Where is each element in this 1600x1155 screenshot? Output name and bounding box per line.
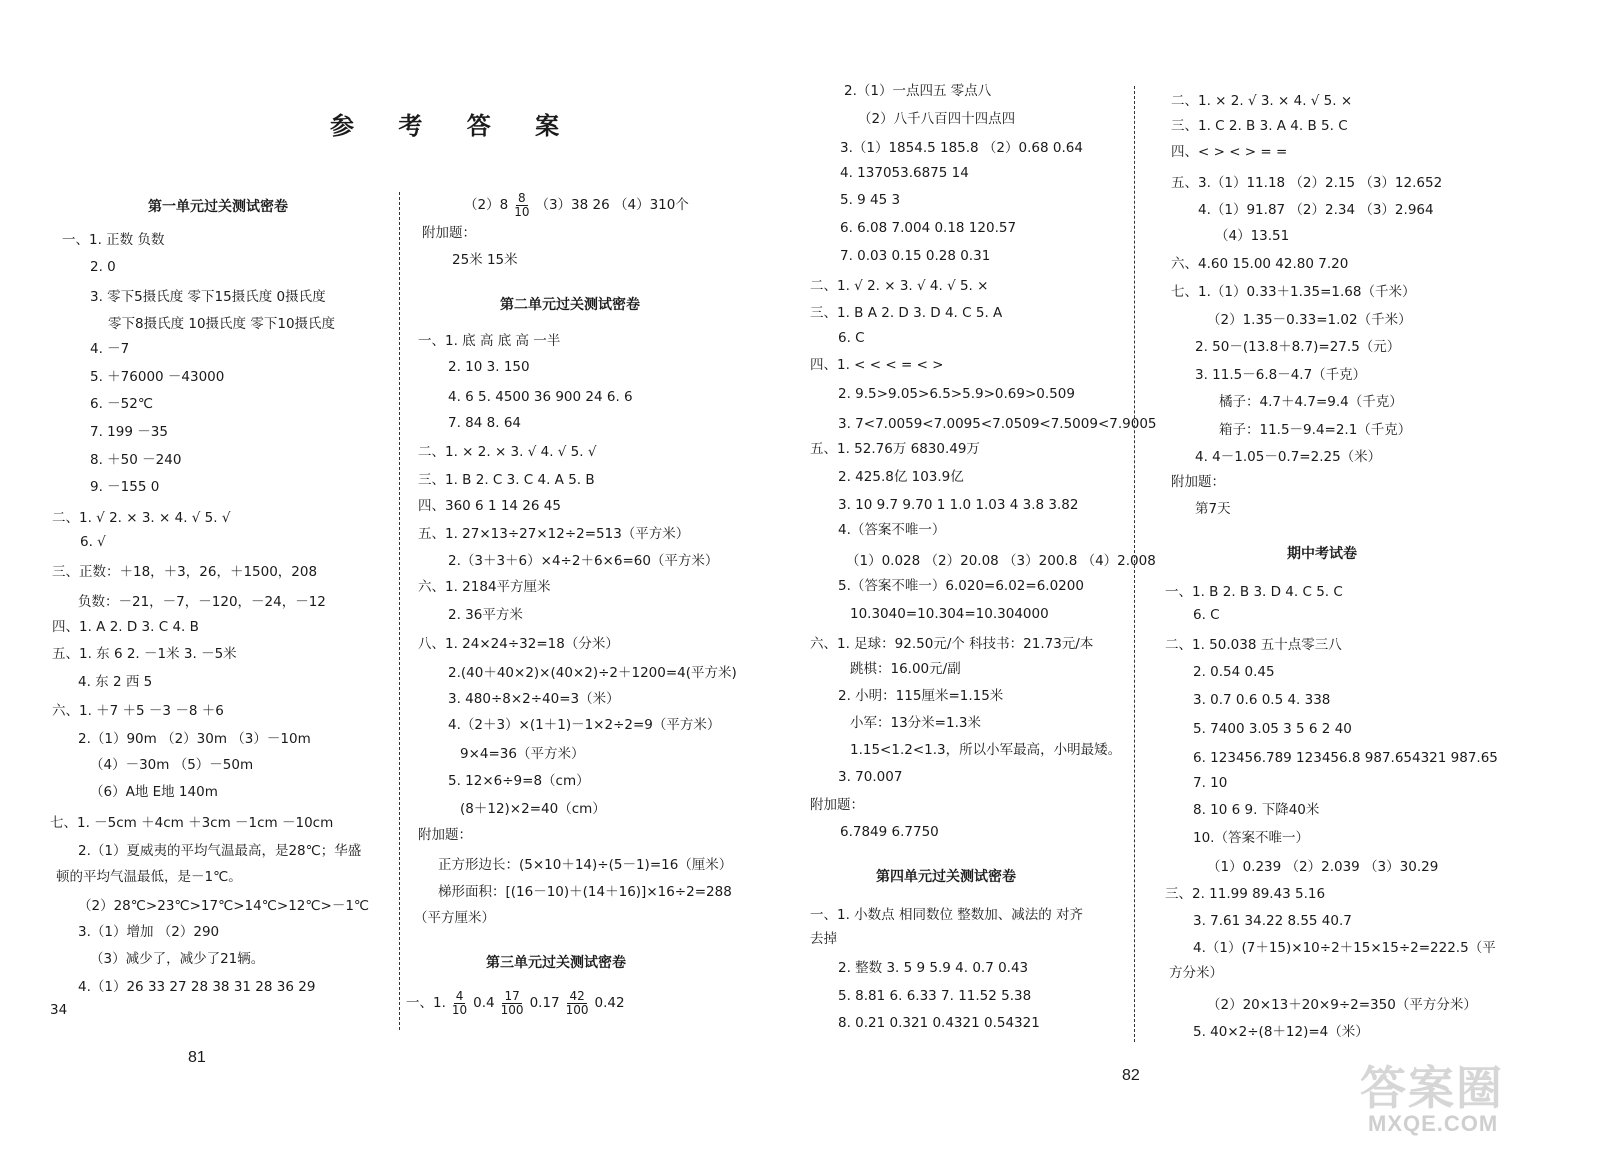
answer-line: 2. 50－(13.8＋8.7)=27.5（元） <box>1195 339 1401 355</box>
answer-line: 7. 84 8. 64 <box>448 415 521 431</box>
answer-line: 橘子：4.7＋4.7=9.4（千克） <box>1219 394 1403 410</box>
answer-line: 六、1. 足球：92.50元/个 科技书：21.73元/本 <box>810 636 1094 652</box>
answer-line: 2.（1）一点四五 零点八 <box>844 83 992 99</box>
answer-line: 9×4=36（平方米） <box>460 746 585 762</box>
answer-line: 3. 0.7 0.6 0.5 4. 338 <box>1193 692 1331 708</box>
answer-line: 四、1. < < < = < > <box>810 357 944 373</box>
answer-line: 3. 480÷8×2÷40=3（米） <box>448 691 620 707</box>
answer-line: 去掉 <box>810 931 837 947</box>
answer-text: （2）8 <box>464 196 509 213</box>
answer-line: 2. 9.5>9.05>6.5>5.9>0.69>0.509 <box>838 386 1075 402</box>
answer-line: 附加题： <box>422 225 476 241</box>
answer-line: 2. 0.54 0.45 <box>1193 664 1275 680</box>
fraction-denominator: 10 <box>514 205 530 220</box>
answer-line: 4.（2＋3）×(1＋1)－1×2÷2=9（平方米） <box>448 717 721 733</box>
answer-line: （6）A地 E地 140m <box>90 784 218 800</box>
answer-line: 2. 整数 3. 5 9 5.9 4. 0.7 0.43 <box>838 960 1029 976</box>
section-title: 第一单元过关测试密卷 <box>148 199 288 215</box>
fraction-answer-line <box>406 990 625 1017</box>
answer-line: 3. 70.007 <box>838 769 903 785</box>
column-divider <box>1134 86 1135 1042</box>
answer-line: 跳棋：16.00元/副 <box>850 661 961 677</box>
answer-line: 六、1. 2184平方厘米 <box>418 579 551 595</box>
answer-line: 五、1. 52.76万 6830.49万 <box>810 441 980 457</box>
fraction-answer-line <box>464 192 689 219</box>
answer-line: 四、< > < > = = <box>1171 144 1288 160</box>
answer-line: 3. 7.61 34.22 8.55 40.7 <box>1193 913 1352 929</box>
answer-line: 三、2. 11.99 89.43 5.16 <box>1165 886 1326 902</box>
answer-line: 3. 零下5摄氏度 零下15摄氏度 0摄氏度 <box>90 289 326 305</box>
answer-line: 正方形边长：(5×10＋14)÷(5－1)=16（厘米） <box>438 857 733 873</box>
answer-line: 六、1. ＋7 ＋5 －3 －8 ＋6 <box>52 703 224 719</box>
answer-line: 三、正数：＋18，＋3，26，＋1500，208 <box>52 564 318 580</box>
answer-line: 零下8摄氏度 10摄氏度 零下10摄氏度 <box>108 316 336 332</box>
answer-line: 2. 425.8亿 103.9亿 <box>838 469 964 485</box>
answer-line: 4.（1）26 33 27 28 38 31 28 36 29 <box>78 979 316 995</box>
answer-line: 2.(40＋40×2)×(40×2)÷2＋1200=4(平方米) <box>448 665 737 681</box>
answer-line: 第7天 <box>1195 501 1231 517</box>
answer-line: 5.（答案不唯一）6.020=6.02=6.0200 <box>838 578 1084 594</box>
answer-line: 三、1. B A 2. D 3. D 4. C 5. A <box>810 305 1003 321</box>
answer-line: 4. 东 2 西 5 <box>78 674 153 690</box>
fraction-denominator: 10 <box>451 1003 468 1018</box>
answer-line: 10.3040=10.304=10.304000 <box>850 606 1049 622</box>
answer-line: 一、1. B 2. B 3. D 4. C 5. C <box>1165 584 1343 600</box>
answer-line: 五、3.（1）11.18 （2）2.15 （3）12.652 <box>1171 175 1443 191</box>
answer-line: 3.（1）增加 （2）290 <box>78 924 220 940</box>
answer-line: 4. 4－1.05－0.7=2.25（米） <box>1195 449 1382 465</box>
answer-line: （4）13.51 <box>1215 228 1290 244</box>
answer-line: （3）减少了，减少了21辆。 <box>90 951 265 967</box>
answer-line: 6. －52℃ <box>90 396 154 412</box>
answer-line: 2. 0 <box>90 259 116 275</box>
answer-line: 6. C <box>1193 607 1220 623</box>
answer-line: 2. 小明：115厘米=1.15米 <box>838 688 1004 704</box>
answer-line: 五、1. 东 6 2. －1米 3. －5米 <box>52 646 237 662</box>
answer-line: 5. 9 45 3 <box>840 192 901 208</box>
answer-line: 6. 6.08 7.004 0.18 120.57 <box>840 220 1017 236</box>
fraction <box>566 990 589 1017</box>
answer-line: 一、1. 底 高 底 高 一半 <box>418 333 561 349</box>
answer-line: 七、1.（1）0.33＋1.35=1.68（千米） <box>1171 284 1416 300</box>
answer-line: （2）28℃>23℃>17℃>14℃>12℃>－1℃ <box>78 898 370 914</box>
answer-line: 2. 10 3. 150 <box>448 359 530 375</box>
answer-line: 3. 7<7.0059<7.0095<7.0509<7.5009<7.9005 <box>838 416 1157 432</box>
answer-line: 5. ＋76000 －43000 <box>90 369 225 385</box>
answer-line: 附加题： <box>810 797 864 813</box>
answer-line: 5. 40×2÷(8＋12)=4（米） <box>1193 1024 1369 1040</box>
answer-line: 三、1. B 2. C 3. C 4. A 5. B <box>418 472 595 488</box>
answer-line: （2）八千八百四十四点四 <box>858 111 1016 127</box>
answer-line: 方分米） <box>1169 965 1223 981</box>
fraction-denominator: 100 <box>565 1003 589 1018</box>
page-number-right: 82 <box>1122 1067 1140 1084</box>
watermark-url: MXQE.COM <box>1368 1111 1499 1136</box>
answer-line: （1）0.028 （2）20.08 （3）200.8 （4）2.008 <box>846 553 1156 569</box>
answer-line: 六、4.60 15.00 42.80 7.20 <box>1171 256 1349 272</box>
answer-line: 2.（1）90m （2）30m （3）－10m <box>78 731 311 747</box>
answer-line: 6. 123456.789 123456.8 987.654321 987.65 <box>1193 750 1498 766</box>
answer-text: （3）38 26 （4）310个 <box>535 196 689 213</box>
answer-line: 二、1. × 2. √ 3. × 4. √ 5. × <box>1171 93 1353 109</box>
answer-line: 6. C <box>838 330 865 346</box>
answer-line: 6. √ <box>80 534 106 550</box>
answer-line: 附加题： <box>418 827 472 843</box>
answer-line: 5. 7400 3.05 3 5 6 2 40 <box>1193 721 1352 737</box>
answer-text: 0.42 <box>594 994 625 1011</box>
answer-line: 4.（答案不唯一） <box>838 522 946 538</box>
answer-text: 0.17 <box>529 994 560 1011</box>
fraction-numerator: 4 <box>455 989 464 1003</box>
answer-line: 25米 15米 <box>452 252 518 268</box>
answer-line: 二、1. × 2. × 3. √ 4. √ 5. √ <box>418 444 597 460</box>
answer-line: 3.（1）1854.5 185.8 （2）0.68 0.64 <box>840 140 1083 156</box>
answer-line: (8＋12)×2=40（cm） <box>460 801 606 817</box>
answer-line: （2）1.35－0.33=1.02（千米） <box>1207 312 1412 328</box>
section-title: 第四单元过关测试密卷 <box>876 869 1016 885</box>
answer-line: 四、1. A 2. D 3. C 4. B <box>52 619 199 635</box>
fraction-numerator: 8 <box>518 191 526 205</box>
answer-line: 6.7849 6.7750 <box>840 824 939 840</box>
answer-line: 箱子：11.5－9.4=2.1（千克） <box>1219 422 1412 438</box>
watermark-logo: 答案圈 <box>1360 1061 1504 1115</box>
answer-line: （平方厘米） <box>414 910 495 926</box>
answer-line: 3. 11.5－6.8－4.7（千克） <box>1195 367 1367 383</box>
answer-line: 7. 10 <box>1193 775 1228 791</box>
answer-line: 3. 10 9.7 9.70 1 1.0 1.03 4 3.8 3.82 <box>838 497 1079 513</box>
section-title: 第三单元过关测试密卷 <box>486 955 626 971</box>
answer-line: 小军：13分米=1.3米 <box>850 715 981 731</box>
fraction-denominator: 100 <box>500 1003 524 1018</box>
fraction <box>514 192 529 219</box>
answer-text: 0.4 <box>473 994 495 1011</box>
answer-line: 负数：－21，－7，－120，－24，－12 <box>78 594 326 610</box>
answer-line: 9. －155 0 <box>90 479 160 495</box>
fraction <box>501 990 524 1017</box>
answer-line: 5. 12×6÷9=8（cm） <box>448 773 590 789</box>
answer-line: 七、1. －5cm ＋4cm ＋3cm －1cm －10cm <box>50 815 334 831</box>
answer-line: 附加题： <box>1171 474 1225 490</box>
watermark <box>1360 1052 1560 1137</box>
section-title: 第二单元过关测试密卷 <box>500 297 640 313</box>
fraction-numerator: 17 <box>504 989 520 1003</box>
answer-line: （2）20×13＋20×9÷2=350（平方分米） <box>1207 997 1477 1013</box>
answer-line: 一、1. 正数 负数 <box>62 232 165 248</box>
answer-line: 2.（1）夏威夷的平均气温最高，是28℃；华盛 <box>78 843 362 859</box>
answer-line: 一、1. 小数点 相同数位 整数加、减法的 对齐 <box>810 907 1084 923</box>
answer-line: 8. 0.21 0.321 0.4321 0.54321 <box>838 1015 1040 1031</box>
answer-line: 三、1. C 2. B 3. A 4. B 5. C <box>1171 118 1348 134</box>
answer-line: 四、360 6 1 14 26 45 <box>418 498 561 514</box>
answer-line: 顿的平均气温最低，是－1℃。 <box>56 869 242 885</box>
fraction-numerator: 42 <box>569 989 585 1003</box>
answer-line: （4）－30m （5）－50m <box>90 757 254 773</box>
page-title: 参 考 答 案 <box>330 111 578 140</box>
answer-line: 4.（1）(7＋15)×10÷2＋15×15÷2=222.5（平 <box>1193 940 1496 956</box>
answer-line: 10.（答案不唯一） <box>1193 830 1309 846</box>
column-divider <box>399 192 400 1030</box>
section-title: 期中考试卷 <box>1287 546 1357 562</box>
answer-line: 二、1. 50.038 五十点零三八 <box>1165 637 1342 653</box>
answer-line: 二、1. √ 2. × 3. √ 4. √ 5. × <box>810 278 989 294</box>
answer-line: 8. ＋50 －240 <box>90 452 182 468</box>
answer-line: 4. 6 5. 4500 36 900 24 6. 6 <box>448 389 633 405</box>
answer-line: 4.（1）91.87 （2）2.34 （3）2.964 <box>1198 202 1434 218</box>
answer-line: （1）0.239 （2）2.039 （3）30.29 <box>1207 859 1439 875</box>
answer-line: 八、1. 24×24÷32=18（分米） <box>418 636 619 652</box>
page-number-left: 81 <box>188 1049 206 1066</box>
answer-line: 二、1. √ 2. × 3. × 4. √ 5. √ <box>52 510 231 526</box>
answer-line: 4. －7 <box>90 341 130 357</box>
answer-line: 7. 199 －35 <box>90 424 168 440</box>
answer-text: 一、1. <box>406 994 446 1011</box>
answer-line: 34 <box>50 1002 68 1018</box>
answer-line: 2. 36平方米 <box>448 607 523 623</box>
fraction <box>452 990 467 1017</box>
answer-line: 7. 0.03 0.15 0.28 0.31 <box>840 248 991 264</box>
answer-line: 8. 10 6 9. 下降40米 <box>1193 802 1320 818</box>
answer-line: 5. 8.81 6. 6.33 7. 11.52 5.38 <box>838 988 1032 1004</box>
answer-line: 4. 137053.6875 14 <box>840 165 969 181</box>
answer-line: 五、1. 27×13÷27×12÷2=513（平方米） <box>418 526 690 542</box>
answer-line: 2.（3＋3＋6）×4÷2＋6×6=60（平方米） <box>448 553 719 569</box>
answer-line: 1.15<1.2<1.3，所以小军最高，小明最矮。 <box>850 742 1122 758</box>
answer-line: 梯形面积：[(16－10)＋(14＋16)]×16÷2=288 <box>438 884 732 900</box>
